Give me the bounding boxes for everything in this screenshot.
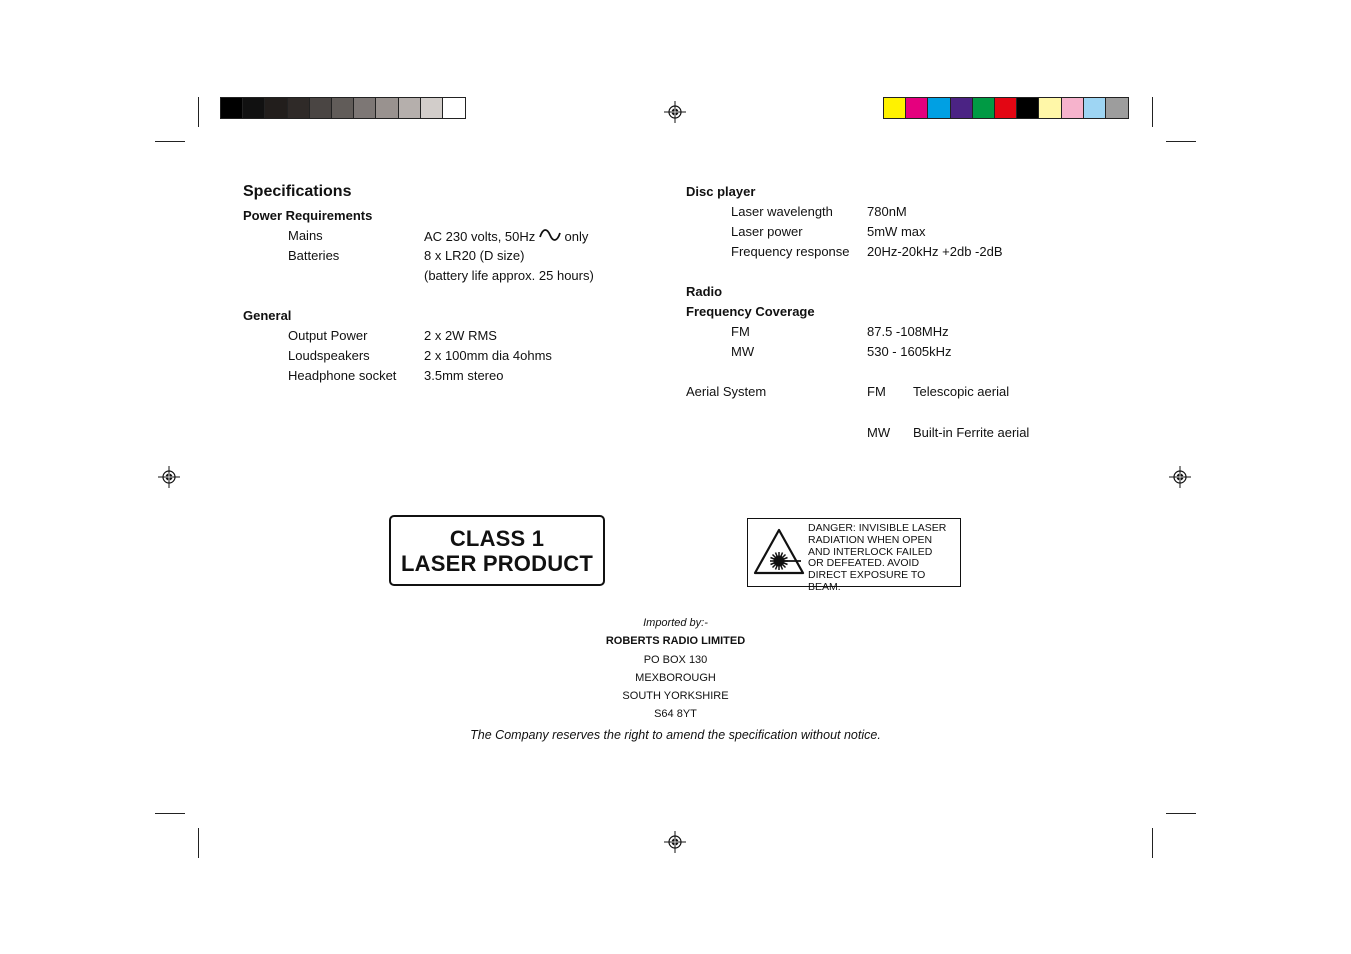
gray-swatch	[399, 98, 421, 118]
radio-heading: Radio	[686, 284, 723, 299]
spec-label: FM	[731, 324, 750, 339]
batteries-label: Batteries	[288, 248, 340, 263]
spec-value: 3.5mm stereo	[424, 368, 504, 383]
color-swatch	[1017, 98, 1039, 118]
spec-value: 530 - 1605kHz	[867, 344, 952, 359]
crop-mark	[198, 97, 199, 127]
color-swatch	[928, 98, 950, 118]
danger-line: RADIATION WHEN OPEN	[808, 533, 933, 546]
spec-value: 2 x 2W RMS	[424, 328, 497, 343]
gray-swatch	[376, 98, 398, 118]
spec-label: Output Power	[288, 328, 368, 343]
gray-swatch	[310, 98, 332, 118]
ac-wave-icon	[539, 228, 561, 242]
laser-hazard-icon	[752, 527, 806, 577]
gray-swatch	[221, 98, 243, 118]
class-line-2: LASER PRODUCT	[400, 550, 594, 576]
spec-value: 2 x 100mm dia 4ohms	[424, 348, 552, 363]
color-swatch	[951, 98, 973, 118]
registration-mark-icon	[158, 466, 180, 488]
color-swatch	[1084, 98, 1106, 118]
address-line: SOUTH YORKSHIRE	[622, 690, 729, 702]
mains-label: Mains	[288, 228, 323, 243]
batteries-note: (battery life approx. 25 hours)	[424, 268, 594, 283]
disc-heading: Disc player	[686, 184, 756, 199]
gray-swatch	[265, 98, 287, 118]
aerial-value: Telescopic aerial	[913, 384, 1010, 399]
spec-label: Laser power	[731, 224, 803, 239]
color-swatch	[973, 98, 995, 118]
page-title: Specifications	[243, 183, 352, 200]
laser-warning-label	[747, 518, 961, 593]
registration-mark-icon	[664, 831, 686, 853]
danger-line: DIRECT EXPOSURE TO BEAM.	[808, 569, 926, 593]
class-line-1: CLASS 1	[449, 525, 545, 551]
address-line: PO BOX 130	[643, 654, 708, 666]
color-swatch	[906, 98, 928, 118]
mains-value	[424, 228, 588, 245]
color-swatch	[1062, 98, 1084, 118]
crop-mark	[1152, 828, 1153, 858]
address-line: MEXBOROUGH	[635, 672, 716, 684]
crop-mark	[155, 141, 185, 142]
crop-mark	[155, 813, 185, 814]
color-swatch	[995, 98, 1017, 118]
gray-swatch	[243, 98, 265, 118]
gray-swatch	[332, 98, 354, 118]
aerial-label: Aerial System	[686, 384, 767, 399]
color-strip	[883, 97, 1129, 119]
danger-line: OR DEFEATED. AVOID	[808, 557, 920, 570]
spec-value: 20Hz-20kHz +2db -2dB	[867, 244, 1003, 259]
crop-mark	[1166, 141, 1196, 142]
company-name: ROBERTS RADIO LIMITED	[605, 635, 746, 647]
color-swatch	[1106, 98, 1128, 118]
aerial-band: FM	[867, 384, 886, 399]
mains-suffix: only	[564, 229, 589, 244]
color-swatch	[884, 98, 906, 118]
imported-by: Imported by:-	[643, 617, 708, 629]
mains-voltage: AC 230 volts, 50Hz	[424, 229, 536, 244]
gray-swatch	[443, 98, 465, 118]
grayscale-strip	[220, 97, 466, 119]
color-swatch	[1039, 98, 1061, 118]
gray-swatch	[288, 98, 310, 118]
registration-mark-icon	[664, 101, 686, 123]
spec-label: Frequency response	[731, 244, 850, 259]
general-heading: General	[243, 308, 292, 323]
gray-swatch	[421, 98, 443, 118]
power-heading: Power Requirements	[243, 208, 373, 223]
class1-laser-label	[389, 515, 605, 586]
aerial-band: MW	[867, 425, 891, 440]
registration-mark-icon	[1169, 466, 1191, 488]
spec-value: 780nM	[867, 204, 907, 219]
spec-label: Loudspeakers	[288, 348, 370, 363]
danger-line: DANGER: INVISIBLE LASER	[808, 522, 947, 534]
batteries-value: 8 x LR20 (D size)	[424, 248, 525, 263]
spec-label: Headphone socket	[288, 368, 397, 383]
spec-value: 87.5 -108MHz	[867, 324, 949, 339]
danger-line: AND INTERLOCK FAILED	[808, 545, 933, 558]
coverage-heading: Frequency Coverage	[686, 304, 815, 319]
spec-label: Laser wavelength	[731, 204, 833, 219]
danger-text	[808, 523, 960, 594]
address-line: S64 8YT	[654, 708, 697, 720]
spec-value: 5mW max	[867, 224, 926, 239]
notice-text: The Company reserves the right to amend the specification without notice.	[470, 728, 881, 742]
crop-mark	[1166, 813, 1196, 814]
crop-mark	[198, 828, 199, 858]
aerial-value: Built-in Ferrite aerial	[913, 425, 1030, 440]
crop-mark	[1152, 97, 1153, 127]
gray-swatch	[354, 98, 376, 118]
spec-label: MW	[731, 344, 755, 359]
